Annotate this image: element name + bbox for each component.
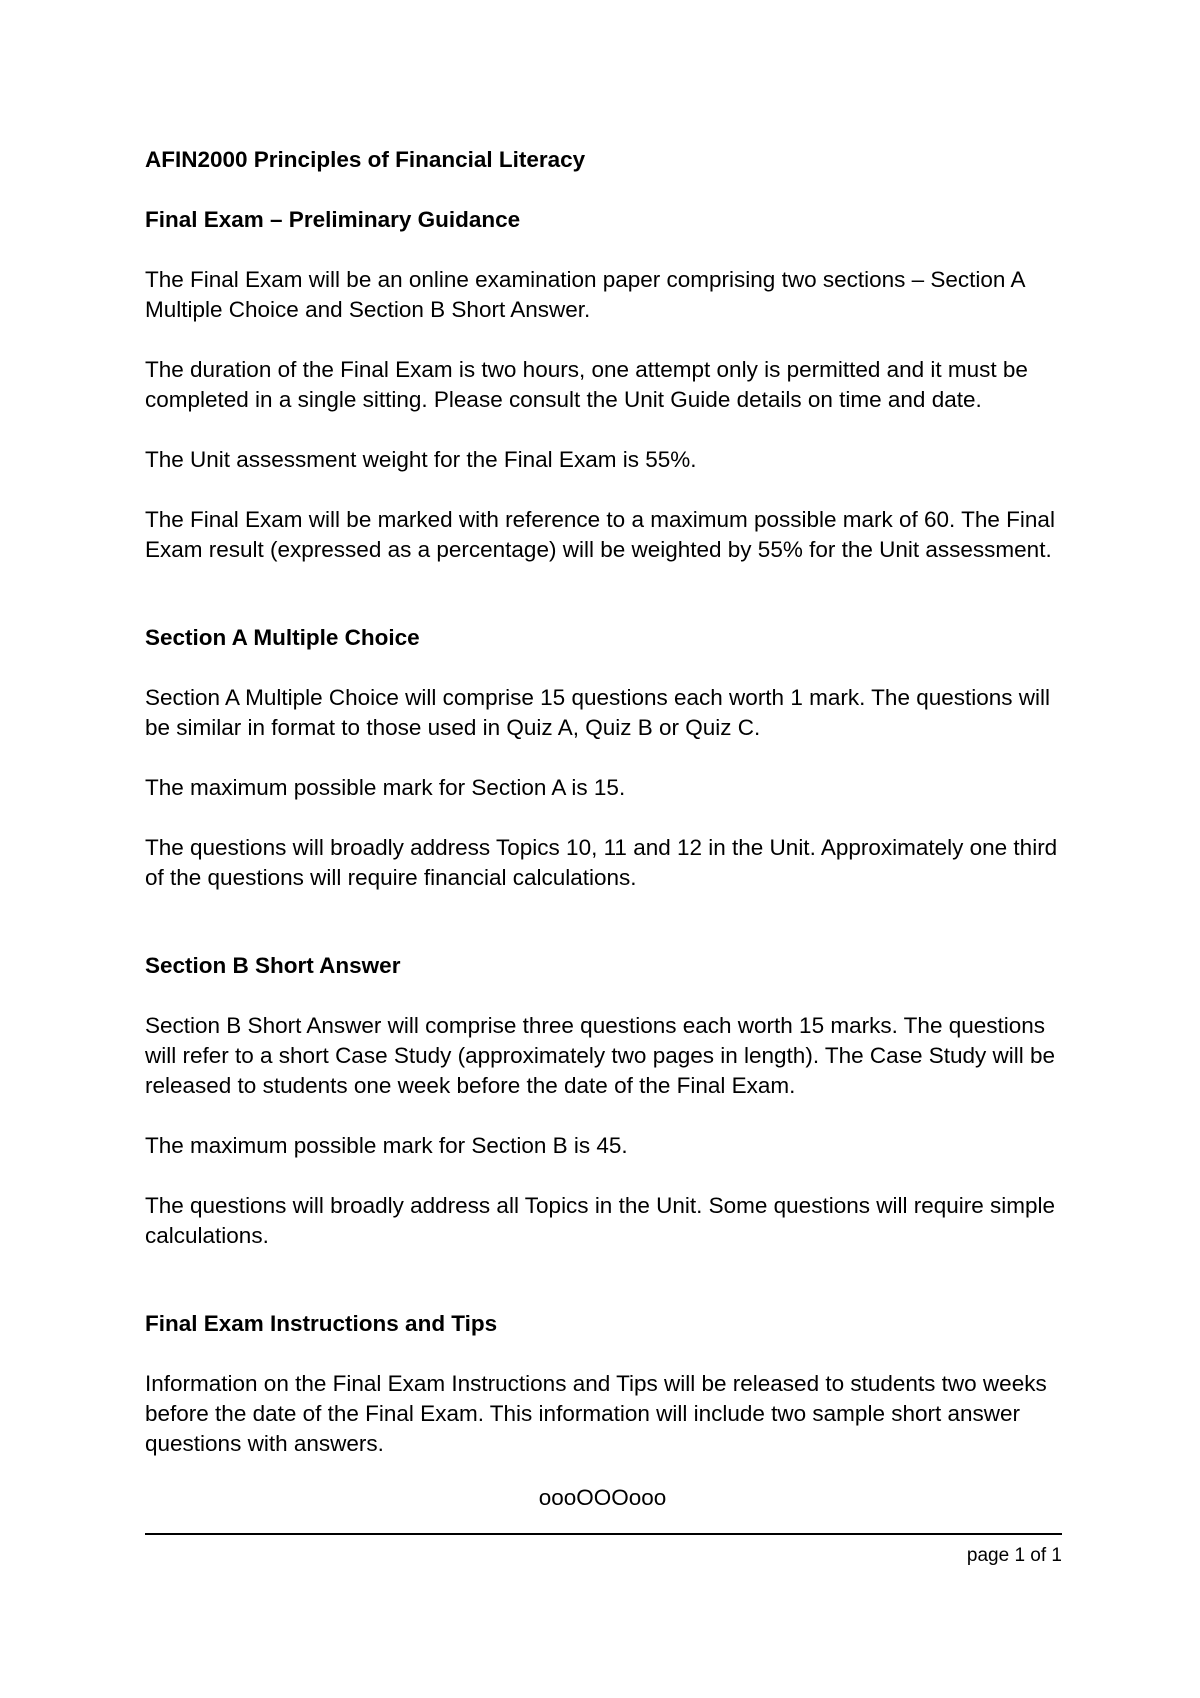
intro-paragraph: The Unit assessment weight for the Final Exam is 55%. bbox=[145, 447, 697, 472]
end-of-document-mark: oooOOOooo bbox=[538, 1485, 667, 1510]
section-a-paragraph: The maximum possible mark for Section A is 15. bbox=[145, 775, 626, 800]
section-a-heading: Section A Multiple Choice bbox=[145, 625, 420, 650]
section-a-paragraph: Section A Multiple Choice will comprise 15 questions each worth 1 mark. The questions will be similar in format to those used in Quiz A, Quiz B or Quiz C. bbox=[145, 685, 1051, 740]
page-number: page 1 of 1 bbox=[966, 1545, 1062, 1566]
document-heading: Final Exam – Preliminary Guidance bbox=[145, 207, 521, 232]
course-title: AFIN2000 Principles of Financial Literacy bbox=[145, 147, 586, 172]
instructions-paragraph: Information on the Final Exam Instructions and Tips will be released to students two weeks before the date of the Final Exam. This information will include two sample short answer questions with answers. bbox=[145, 1371, 1047, 1456]
instructions-heading: Final Exam Instructions and Tips bbox=[145, 1311, 498, 1336]
section-b-paragraph: The questions will broadly address all Topics in the Unit. Some questions will require simple calculations. bbox=[145, 1193, 1056, 1248]
intro-paragraph: The Final Exam will be an online examination paper comprising two sections – Section A Multiple Choice and Section B Short Answer. bbox=[145, 267, 1025, 322]
intro-paragraph: The Final Exam will be marked with reference to a maximum possible mark of 60. The Final Exam result (expressed as a percentage) will be weighted by 55% for the Unit assessment. bbox=[145, 507, 1055, 562]
document-body bbox=[145, 145, 1065, 1489]
section-b-heading: Section B Short Answer bbox=[145, 953, 401, 978]
section-b-paragraph: Section B Short Answer will comprise three questions each worth 15 marks. The questions will refer to a short Case Study (approximately two pages in length). The Case Study will be released to students one week before the date of the Final Exam. bbox=[145, 1013, 1056, 1098]
section-b-paragraph: The maximum possible mark for Section B is 45. bbox=[145, 1133, 628, 1158]
footer-divider bbox=[145, 1533, 1062, 1535]
section-a-paragraph: The questions will broadly address Topics 10, 11 and 12 in the Unit. Approximately one third of the questions will require financial calculations. bbox=[145, 835, 1058, 890]
intro-paragraph: The duration of the Final Exam is two hours, one attempt only is permitted and it must be completed in a single sitting. Please consult the Unit Guide details on time and date. bbox=[145, 357, 1028, 412]
